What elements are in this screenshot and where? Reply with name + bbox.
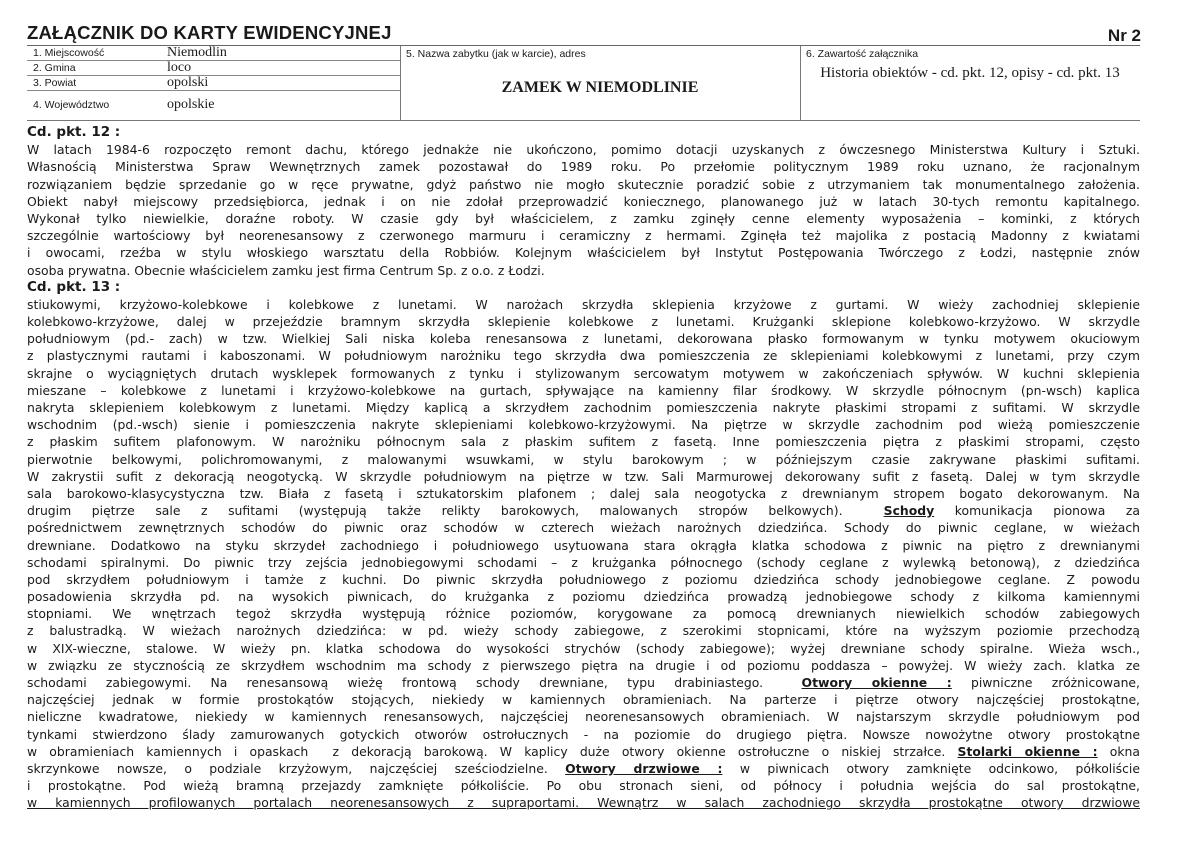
monument-name-label: 5. Nazwa zabytku (jak w karcie), adres — [406, 48, 586, 60]
text-segment: okna — [1097, 743, 1140, 759]
text-line — [27, 760, 1140, 777]
field-value: loco — [167, 60, 192, 75]
field-label: 4. Województwo — [33, 99, 110, 111]
text-line — [27, 743, 1140, 760]
text-line: kolebkowo-krzyżowe, dalej w przejeździe bramnym skrzydła sklepienie kolebkowe z lunetami. Krużganki sklepione kolebkowo-krzyżowo. W skrzydle — [27, 314, 1140, 330]
monument-name: ZAMEK W NIEMODLINIE — [501, 79, 699, 96]
text-line: Obiekt nabył miejscowy przedsiębiorca, jednak i on nie zdołał przeprowadzić koniecznego, planowanego już w latach 30-tych remontu kapitalnego. — [27, 193, 1140, 209]
section-heading: Cd. pkt. 12 : — [27, 124, 121, 140]
field-row-gmina — [27, 61, 400, 76]
text-line: w kamiennych profilowanych portalach neorenesansowych z supraportami. Wewnątrz w salach zachodniego skrzydła prostokątne otwory drzwiowe — [27, 795, 1140, 811]
attachment-content: Historia obiektów - cd. pkt. 12, opisy - cd. pkt. 13 — [820, 65, 1120, 81]
field-label: 3. Powiat — [33, 77, 77, 89]
text-line: z balustradką. W wieżach narożnych dziedzińca: w pd. wieży schody zabiegowe, z szerokimi stopnicami, które na wyższym poziomie przechodzą — [27, 623, 1140, 639]
text-segment: piwniczne zróżnicowane, — [951, 675, 1140, 690]
text-line — [27, 502, 1140, 519]
text-line: Własnością Ministerstwa Spraw Wewnętrznych zamek pozostawał do 1989 roku. Po przełomie politycznym 1989 roku uznano, że racjonalnym — [27, 159, 1140, 175]
text-line: nieliczne kwadratowe, niekiedy w kamiennych renesansowych, najczęściej neorenesansowych obramieniach. W najstarszym skrzydle południowym pod — [27, 709, 1140, 725]
field-row-miejscowosc — [27, 46, 400, 61]
text-line: drewniane. Dodatkowo na styku skrzydeł zachodniego i południowego usytuowana stara okrągła klatka schodowa z piwnic na piętro z drewnianymi — [27, 537, 1140, 553]
text-segment: komunikacja pionowa za — [934, 503, 1140, 519]
inline-subheading: Otwory okienne : — [801, 675, 952, 690]
document-body — [27, 124, 1140, 812]
text-line: tynkami stwierdzono ślady zamurowanych gotyckich otworów ostrołucznych - na poziomie do drugiego piętra. Nowsze nowożytne otwory prostokątne — [27, 726, 1140, 742]
field-value: opolskie — [167, 97, 215, 112]
text-line: z płaskim sufitem plafonowym. W narożniku północnym sala z płaskim sufitem z fasetą. Inne pomieszczenia piętra z płaskimi stropami, często — [27, 434, 1140, 450]
text-line: sala barokowo-klasycystyczna tzw. Biała z fasetą i sztukatorskim plafonem ; dalej sala neogotycka z drewnianym stropem bogato dekorowanym. Na — [27, 485, 1140, 501]
text-line: osoba prywatna. Obecnie właścicielem zamku jest firma Centrum Sp. z o.o. z Łodzi. — [27, 262, 545, 278]
text-line: mieszane – kolebkowe z lunetami i krzyżowo-kolebkowe na gurtach, spływające na kamienny filar środkowy. W skrzydle północnym (pn-wsch) kaplica — [27, 382, 1140, 398]
text-line: pośrednictwem zewnętrznych schodów do piwnic oraz schodów w czterech wieżach narożnych dziedzińca. Schody do piwnic ceglane, w wieżach — [27, 520, 1140, 536]
text-line: wschodnim (pd.-wsch) sienie i pomieszczenia nakryte sklepieniami kolebkowo-krzyżowymi. Na piętrze w skrzydle zachodnim pod wieżą pomieszczenie — [27, 417, 1140, 433]
text-segment: skrzynkowe nowsze, o podziale krzyżowym, najczęściej sześciodzielne. — [27, 760, 566, 776]
field-value: Niemodlin — [167, 45, 227, 60]
text-line: pierwotnie belkowymi, polichromowanymi, z malowanymi wsuwkami, w stylu barokowym ; w późniejszym czasie zakrywane płaskimi sufitami. — [27, 451, 1140, 467]
text-line: z plastycznymi rautami i kaboszonami. W południowym narożniku tego skrzydła dwa pomieszczenia ze sklepieniami kolebkowymi z lunetami, przy czym — [27, 348, 1140, 364]
text-line: rozwiązaniem będzie sprzedanie go w ręce prywatne, gdyż państwo nie mogło skutecznie poradzić sobie z utrzymaniem tak monumentalnego założenia. — [27, 176, 1140, 192]
text-segment: w obramieniach kamiennych i opaskach z dekoracją barokową. W kaplicy duże otwory okienne ostrołuczne o niskiej strzałce. — [27, 743, 958, 759]
field-label: 1. Miejscowość — [33, 47, 105, 59]
attachment-content-cell — [800, 46, 1140, 120]
attachment-number: Nr 2 — [1107, 26, 1141, 45]
inline-subheading: Stolarki okienne : — [957, 743, 1098, 759]
field-value: opolski — [167, 75, 209, 90]
document-title: ZAŁĄCZNIK DO KARTY EWIDENCYJNEJ — [27, 22, 392, 43]
text-segment: schodami zabiegowymi. Na renesansową wieżę frontową schody drewniane, typu drabiniastego. — [27, 675, 802, 690]
field-label: 2. Gmina — [33, 62, 76, 74]
text-line: stopniami. We wnętrzach tegoż skrzydła występują różnice poziomów, korygowane za pomocą drewnianych niewielkich schodów zabiegowych — [27, 606, 1140, 622]
text-line: Wykonał tylko niewielkie, doraźne roboty. W czasie gdy był właścicielem, z zamku zginęły cenne elementy wyposażenia – kominki, z których — [27, 210, 1140, 226]
text-line: nakryta sklepieniem kolebkowym z lunetami. Między kaplicą a skrzydłem zachodnim pomieszczenia nakryte płaskimi stropami z sufitami. W skrzydle — [27, 400, 1140, 415]
text-line: najczęściej jednak w formie prostokątów stojących, niekiedy w kamiennych obramieniach. Na parterze i piętrze otwory najczęściej prostokątne, — [27, 692, 1140, 708]
location-fields — [27, 46, 401, 120]
section-heading: Cd. pkt. 13 : — [27, 278, 121, 295]
text-line — [27, 674, 1140, 691]
inline-subheading: Otwory drzwiowe : — [565, 760, 723, 776]
text-line: szczególnie wartościowy był neorenesansowy z czerwonego marmuru i ceramiczny z hermami. Zginęła też majolika z postacią Madonny z kwiatami — [27, 228, 1140, 244]
text-line: posadowienia skrzydła pd. na wysokich piwnicach, do krużganka z poziomu dziedzińca prowadzą jednobiegowe schody z kilkoma kamiennymi — [27, 589, 1140, 605]
text-line: schodami spiralnymi. Do piwnic trzy zejścia jednobiegowymi schodami – z krużganka północnego (schody ceglane z wylewką betonową), z dziedzińca — [27, 554, 1140, 570]
text-line: i owocami, rzeźba w stylu włoskiego warsztatu della Robbiów. Kolejnym właścicielem był Instytut Postępowania Twórczego z Łodzi, następnie znów — [27, 245, 1140, 261]
field-row-powiat — [27, 76, 400, 91]
text-segment: drugim piętrze sale z sufitami (występują także relikty barokowych, malowanych stropów belkowych). — [27, 503, 884, 519]
text-line: stiukowymi, krzyżowo-kolebkowe i kolebkowe z lunetami. W narożach skrzydła sklepienia krzyżowe z gurtami. W wieży zachodniej sklepienie — [27, 296, 1140, 312]
text-segment: w piwnicach otwory zamknięte odcinkowo, półkoliście — [722, 760, 1140, 776]
text-line: i prostokątne. Pod wieżą bramną przejazdy zamknięte półkoliście. Po obu stronach sieni, od północy i południa wejścia do sal prostokątne, — [27, 778, 1140, 794]
field-row-wojewodztwo — [27, 91, 400, 120]
inline-subheading: Schody — [883, 503, 935, 519]
attachment-content-label: 6. Zawartość załącznika — [806, 48, 919, 60]
text-line: w XIX-wieczne, stalowe. W wieży pn. klatka schodowa do wysokości strychów (schody zabiegowe); wyżej drewniane schody spiralne. Wieża wsch., — [27, 640, 1140, 656]
text-line: południowym (pd.- zach) w tzw. Wielkiej Sali niska koleba renesansowa z lunetami, dekorowana płasko formowanym w tynku motywem okuciowym — [27, 331, 1140, 347]
text-line: W latach 1984-6 rozpoczęto remont dachu, którego jednakże nie ukończono, pomimo dotacji uzyskanych z ówczesnego Ministerstwa Kultury i Sztuki. — [27, 142, 1140, 158]
monument-name-cell — [400, 46, 801, 120]
text-line: skrajne o wyciągniętych drutach wysklepek formowanych z tynku i stylizowanym sercowatym motywem w zakończeniach spływów. W kuchni sklepienia — [27, 365, 1140, 381]
text-line: pod skrzydłem południowym i tamże z kuchni. Do piwnic skrzydła południowego z poziomu dziedzińca schody jednobiegowe ceglane. Z powodu — [27, 571, 1140, 587]
text-line: w związku ze stycznością ze skrzydłem wschodnim ma schody z pierwszego piętra na drugie i od poziomu poddasza – powyżej. W wieży zach. klatka ze — [27, 657, 1140, 673]
text-line: W zakrystii sufit z dekoracją neogotycką. W skrzydle południowym na piętrze w tzw. Sali Marmurowej dekorowany sufit z fasetą. Dalej w tym skrzydle — [27, 468, 1140, 484]
header-table — [27, 45, 1140, 121]
